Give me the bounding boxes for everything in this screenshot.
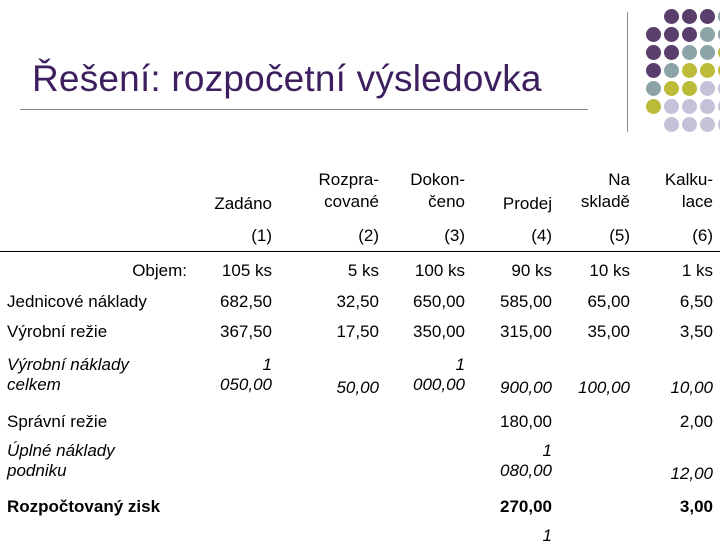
decor-dot <box>682 117 697 132</box>
decor-dot <box>682 27 697 42</box>
col-number-6: (6) <box>692 226 713 245</box>
cell-vyrobni-rezie-5: 35,00 <box>587 322 630 341</box>
cell-vyrobni-naklady-1-text: 1 050,00 <box>220 355 272 394</box>
decor-dot <box>700 45 715 60</box>
decor-dot <box>646 99 661 114</box>
row-label-uplne-naklady-text: Úplné náklady podniku <box>7 441 115 480</box>
cell-vyrobni-rezie-1: 367,50 <box>220 322 272 341</box>
header-prodej: Prodej <box>502 194 552 213</box>
cell-objem-3: 100 ks <box>414 261 465 280</box>
col-number-1: (1) <box>251 226 272 245</box>
cell-vyrobni-rezie-4: 315,00 <box>500 322 552 341</box>
cell-jednicove-4: 585,00 <box>500 292 552 311</box>
col-number-3: (3) <box>444 226 465 245</box>
cell-zisk-4: 270,00 <box>500 497 552 516</box>
header-kalkulace <box>665 169 713 213</box>
cell-vyrobni-naklady-4: 900,00 <box>500 378 552 397</box>
title-underline <box>20 109 588 110</box>
decor-dot <box>664 81 679 96</box>
row-label-spravni-rezie: Správní režie <box>7 412 108 431</box>
decor-dot <box>664 45 679 60</box>
cell-vyrobni-rezie-6: 3,50 <box>679 322 713 341</box>
cell-objem-1: 105 ks <box>221 261 272 280</box>
decor-dot <box>646 81 661 96</box>
cell-uplne-naklady-4-text: 1 080,00 <box>500 441 552 480</box>
cell-spravni-rezie-4: 180,00 <box>500 412 552 431</box>
row-label-objem: Objem: <box>132 261 187 280</box>
cell-uplne-naklady-4 <box>500 441 552 481</box>
decor-dot <box>700 99 715 114</box>
decor-dot <box>646 45 661 60</box>
cell-jednicove-5: 65,00 <box>587 292 630 311</box>
decor-dot <box>664 63 679 78</box>
header-separator-line <box>0 251 720 252</box>
cell-vyrobni-naklady-2: 50,00 <box>336 378 379 397</box>
header-kalkulace-text: Kalku- lace <box>664 170 713 211</box>
cell-spravni-rezie-6: 2,00 <box>679 412 713 431</box>
row-label-rozpoctovany-zisk: Rozpočtovaný zisk <box>7 497 161 516</box>
cell-vyrobni-naklady-6: 10,00 <box>670 378 713 397</box>
cell-objem-2: 5 ks <box>347 261 379 280</box>
header-dokonceno-text: Dokon- čeno <box>410 170 465 211</box>
cell-vyrobni-naklady-5: 100,00 <box>578 378 630 397</box>
trailing-clipped-text: 1 <box>542 526 552 545</box>
cell-vyrobni-rezie-2: 17,50 <box>336 322 379 341</box>
row-label-jednicove-naklady: Jednicové náklady <box>7 292 147 311</box>
header-dokonceno <box>410 169 465 213</box>
row-label-uplne-naklady <box>7 441 115 481</box>
decor-dot <box>664 99 679 114</box>
decor-dot <box>700 27 715 42</box>
decor-dot <box>682 99 697 114</box>
header-rozpracovane <box>319 169 379 213</box>
cell-objem-4: 90 ks <box>511 261 552 280</box>
decor-vertical-line <box>627 12 628 132</box>
decor-dot <box>682 63 697 78</box>
decor-dot <box>700 63 715 78</box>
decor-dot <box>646 63 661 78</box>
cell-jednicove-6: 6,50 <box>679 292 713 311</box>
decor-dot <box>664 117 679 132</box>
decor-dot <box>682 9 697 24</box>
decor-dot <box>682 45 697 60</box>
header-na-sklade <box>581 169 630 213</box>
header-zadano: Zadáno <box>214 194 272 213</box>
decor-dot <box>664 9 679 24</box>
cell-vyrobni-rezie-3: 350,00 <box>413 322 465 341</box>
cell-jednicove-2: 32,50 <box>336 292 379 311</box>
cell-vyrobni-naklady-1 <box>220 355 272 395</box>
col-number-4: (4) <box>531 226 552 245</box>
cell-objem-5: 10 ks <box>589 261 630 280</box>
header-rozpracovane-text: Rozpra- cované <box>318 170 379 211</box>
row-label-vyrobni-naklady-celkem <box>7 355 129 395</box>
row-label-vyrobni-rezie: Výrobní režie <box>7 322 108 341</box>
decor-dot <box>700 117 715 132</box>
cell-uplne-naklady-6: 12,00 <box>670 464 713 483</box>
cell-zisk-6: 3,00 <box>679 497 713 516</box>
decor-dot <box>700 9 715 24</box>
cell-jednicove-1: 682,50 <box>220 292 272 311</box>
cell-vyrobni-naklady-3 <box>413 355 465 395</box>
decor-dot <box>664 27 679 42</box>
row-label-vyrobni-naklady-celkem-text: Výrobní náklady celkem <box>7 355 129 394</box>
cell-jednicove-3: 650,00 <box>413 292 465 311</box>
decor-dot <box>646 27 661 42</box>
decor-dot <box>682 81 697 96</box>
cell-vyrobni-naklady-3-text: 1 000,00 <box>413 355 465 394</box>
header-na-sklade-text: Na skladě <box>580 170 630 211</box>
col-number-2: (2) <box>358 226 379 245</box>
col-number-5: (5) <box>609 226 630 245</box>
cell-objem-6: 1 ks <box>681 261 713 280</box>
slide-title: Řešení: rozpočetní výsledovka <box>32 58 542 99</box>
decor-dot <box>700 81 715 96</box>
